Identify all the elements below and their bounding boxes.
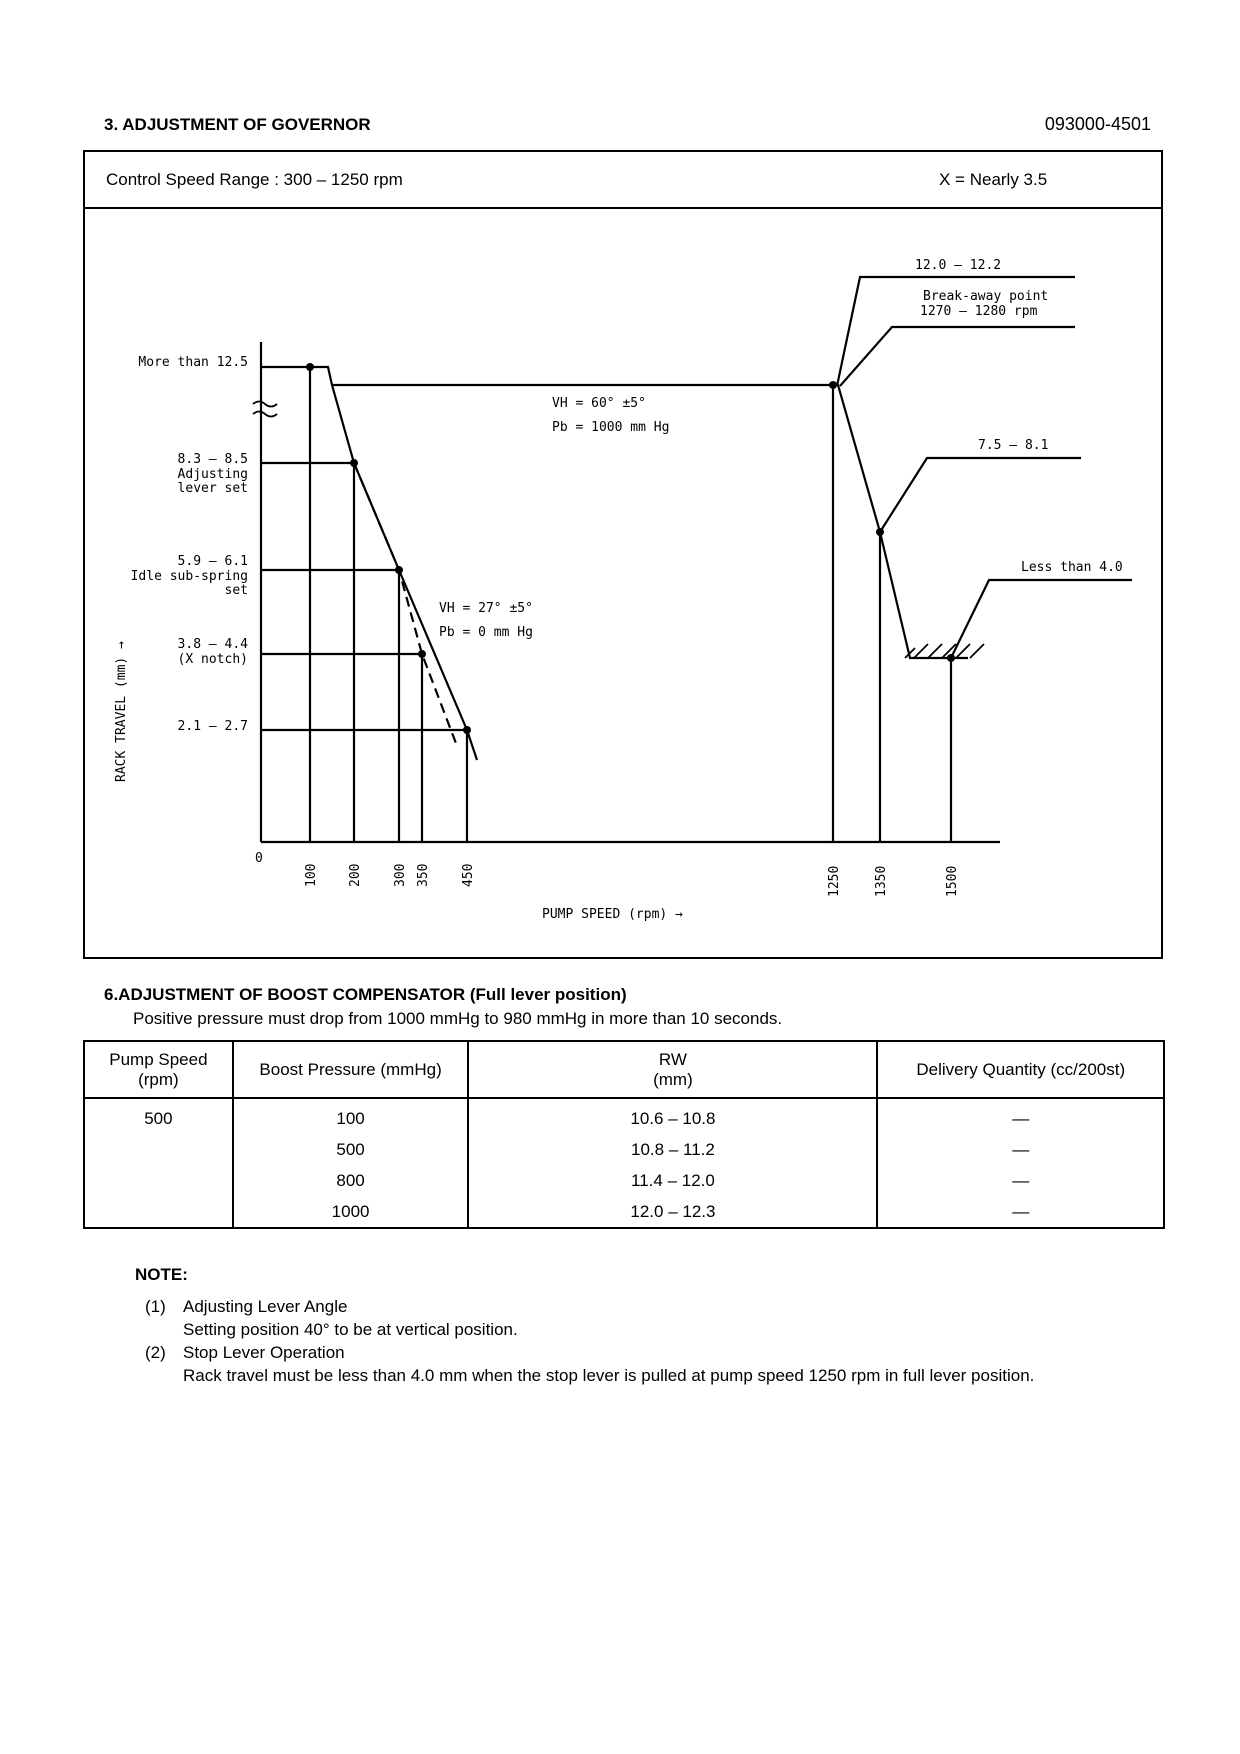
curve-vh27: [310, 367, 477, 760]
cell: 1000: [233, 1196, 469, 1228]
governor-panel: [83, 150, 1163, 959]
cell: 10.6 – 10.8: [468, 1098, 877, 1134]
note-2-text: Rack travel must be less than 4.0 mm when the stop lever is pulled at pump speed 1250 rpm in full lever position.: [183, 1366, 1035, 1385]
table-row: [84, 1134, 1164, 1165]
cell: —: [877, 1165, 1164, 1196]
x-tick: 0: [255, 851, 263, 866]
annotation: VH = 27° ±5°: [439, 601, 533, 616]
boost-table: [83, 1040, 1165, 1229]
y-label: (X notch): [177, 652, 248, 667]
section-3-heading: 3. ADJUSTMENT OF GOVERNOR: [104, 115, 371, 134]
cell: 11.4 – 12.0: [468, 1165, 877, 1196]
point: [350, 459, 358, 467]
y-label: 3.8 – 4.4: [177, 637, 248, 652]
y-label: 2.1 – 2.7: [177, 719, 248, 734]
y-axis-title: RACK TRAVEL (mm) →: [114, 641, 129, 782]
annotation: Break-away point: [923, 289, 1049, 304]
x-tick: 300: [393, 863, 408, 887]
note-1-title: Adjusting Lever Angle: [183, 1297, 348, 1316]
annotation: 1270 – 1280 rpm: [920, 304, 1038, 319]
point: [395, 566, 403, 574]
x-axis-title: PUMP SPEED (rpm) →: [542, 907, 683, 922]
x-tick: 100: [304, 863, 319, 887]
cell: 500: [233, 1134, 469, 1165]
x-tick: 1350: [874, 865, 889, 897]
cell: 100: [233, 1098, 469, 1134]
governor-chart: [85, 152, 1165, 961]
x-tick: 1500: [945, 865, 960, 897]
y-label: Adjusting: [177, 467, 248, 482]
note-title: NOTE:: [135, 1265, 188, 1284]
cell: —: [877, 1134, 1164, 1165]
annotation: Less than 4.0: [1021, 560, 1123, 575]
leader-7-5: [880, 458, 1081, 532]
table-row: [84, 1196, 1164, 1228]
annotation: Pb = 1000 mm Hg: [552, 420, 670, 435]
point: [947, 654, 955, 662]
point: [306, 363, 314, 371]
x-tick: 200: [348, 863, 363, 887]
note-2-number: (2): [145, 1343, 166, 1362]
point: [418, 650, 426, 658]
y-label: lever set: [177, 481, 248, 496]
cell: —: [877, 1196, 1164, 1228]
y-label: set: [224, 583, 248, 598]
point: [829, 381, 837, 389]
note-1-text: Setting position 40° to be at vertical position.: [183, 1320, 518, 1339]
y-label: More than 12.5: [138, 355, 248, 370]
header-rw: RW (mm): [468, 1041, 877, 1098]
section-6-heading: 6.ADJUSTMENT OF BOOST COMPENSATOR (Full lever position): [104, 985, 627, 1004]
y-label: 8.3 – 8.5: [177, 452, 248, 467]
note-2-title: Stop Lever Operation: [183, 1343, 345, 1362]
axis-break: [253, 402, 277, 417]
cell: [84, 1196, 233, 1228]
cell: 500: [84, 1098, 233, 1134]
cell: 800: [233, 1165, 469, 1196]
stop-hatch: [905, 644, 984, 658]
cell: —: [877, 1098, 1164, 1134]
cell: 12.0 – 12.3: [468, 1196, 877, 1228]
cell: 10.8 – 11.2: [468, 1134, 877, 1165]
cell: [84, 1134, 233, 1165]
section-6-subtext: Positive pressure must drop from 1000 mmHg to 980 mmHg in more than 10 seconds.: [133, 1009, 783, 1028]
leader-4-0: [951, 580, 1132, 658]
annotation: VH = 60° ±5°: [552, 396, 646, 411]
table-row: [84, 1165, 1164, 1196]
point: [876, 528, 884, 536]
header-boost-pressure: Boost Pressure (mmHg): [233, 1041, 469, 1098]
x-value: X = Nearly 3.5: [939, 170, 1048, 189]
cell: [84, 1165, 233, 1196]
header-delivery: Delivery Quantity (cc/200st): [877, 1041, 1164, 1098]
note-1-number: (1): [145, 1297, 166, 1316]
point: [463, 726, 471, 734]
document-number: 093000-4501: [1044, 114, 1151, 134]
annotation: 7.5 – 8.1: [978, 438, 1049, 453]
control-speed-range: Control Speed Range : 300 – 1250 rpm: [106, 170, 403, 189]
leader-breakaway: [840, 327, 1075, 386]
table-header-row: [84, 1041, 1164, 1098]
y-label: Idle sub-spring: [130, 569, 248, 584]
header-pump-speed: Pump Speed (rpm): [84, 1041, 233, 1098]
table-row: [84, 1098, 1164, 1134]
x-tick: 350: [416, 863, 431, 887]
x-tick: 450: [461, 863, 476, 887]
annotation: 12.0 – 12.2: [915, 258, 1002, 273]
y-label: 5.9 – 6.1: [177, 554, 248, 569]
x-tick: 1250: [827, 865, 842, 897]
annotation: Pb = 0 mm Hg: [439, 625, 533, 640]
